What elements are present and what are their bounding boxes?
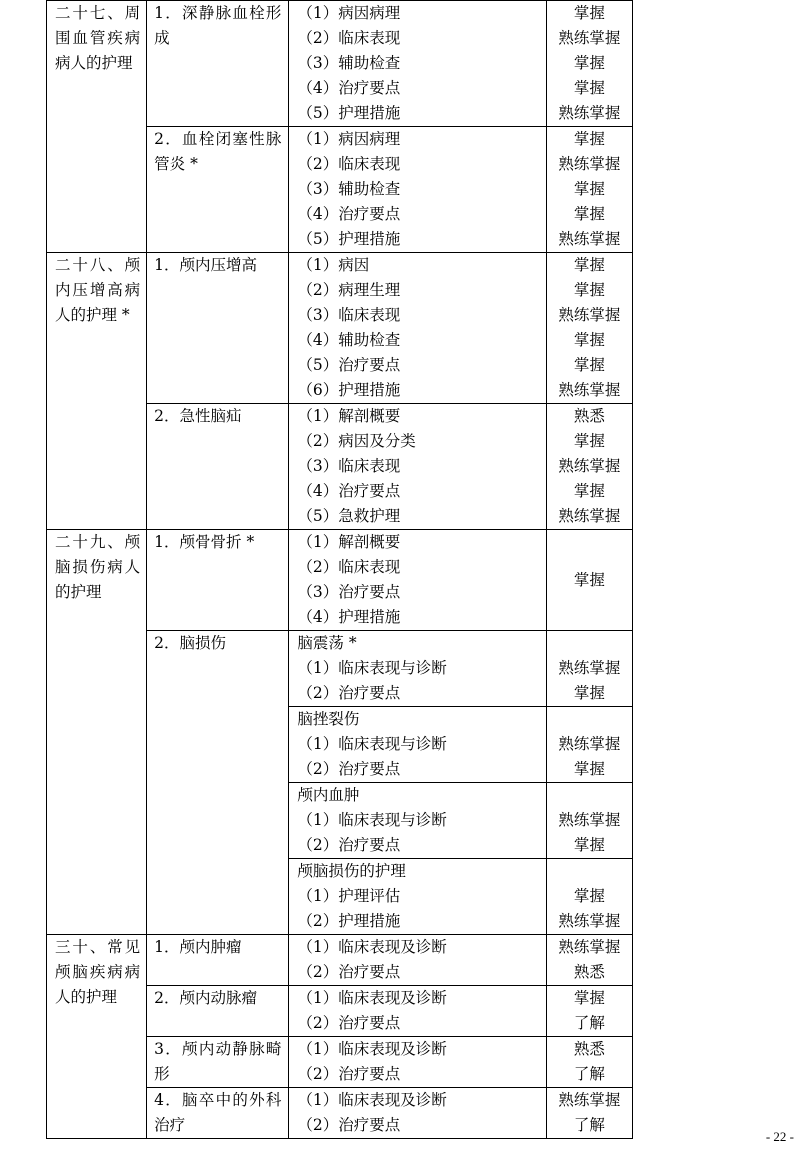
content-cell (289, 1, 546, 127)
unit-title: 二十七、周围血管疾病病人的护理 (55, 4, 141, 72)
topic-cell (147, 631, 289, 935)
level-cell (546, 707, 632, 783)
mastery-level: 熟悉 (573, 407, 605, 425)
topic-title: 1．颅内压增高 (154, 256, 258, 274)
level-cell (546, 859, 632, 935)
unit-title: 三十、常见颅脑疾病病人的护理 (55, 938, 141, 1006)
content-item: （1）临床表现与诊断 (297, 659, 447, 677)
mastery-level: 掌握 (573, 180, 605, 198)
content-cell (289, 707, 546, 783)
mastery-level: 掌握 (573, 836, 605, 854)
topic-cell (147, 935, 289, 986)
mastery-level: 掌握 (573, 482, 605, 500)
mastery-level: 熟练掌握 (558, 912, 621, 930)
content-cell (289, 783, 546, 859)
content-item: （3）辅助检查 (297, 54, 401, 72)
mastery-level: 熟练掌握 (558, 230, 621, 248)
content-cell (289, 404, 546, 530)
unit-title: 二十八、颅内压增高病人的护理 * (55, 256, 141, 324)
blank-line (547, 707, 632, 732)
subtopic-heading: 颅内血肿 (297, 786, 360, 804)
mastery-level: 掌握 (573, 356, 605, 374)
mastery-level: 掌握 (573, 205, 605, 223)
subtopic-heading: 颅脑损伤的护理 (297, 862, 406, 880)
level-cell (546, 935, 632, 986)
content-item: （3）治疗要点 (297, 583, 401, 601)
mastery-level: 熟练掌握 (558, 381, 621, 399)
page-number: - 22 - (765, 1129, 794, 1144)
topic-cell (147, 127, 289, 253)
content-item: （2）临床表现 (297, 558, 401, 576)
content-item: （2）护理措施 (297, 912, 401, 930)
level-cell (546, 1088, 632, 1139)
content-item: （4）护理措施 (297, 608, 401, 626)
subtopic-heading: 脑震荡 * (297, 634, 357, 652)
mastery-level: 掌握 (573, 54, 605, 72)
level-cell (546, 783, 632, 859)
mastery-level: 掌握 (573, 256, 605, 274)
mastery-level: 熟练掌握 (558, 457, 621, 475)
level-cell (546, 530, 632, 631)
content-item: （1）护理评估 (297, 887, 401, 905)
level-cell (546, 1, 632, 127)
content-cell (289, 1037, 546, 1088)
level-cell (546, 253, 632, 404)
level-cell (546, 1037, 632, 1088)
content-item: （1）临床表现及诊断 (297, 1091, 447, 1109)
content-cell (289, 935, 546, 986)
topic-cell (147, 404, 289, 530)
content-item: （2）临床表现 (297, 29, 401, 47)
content-item: （2）治疗要点 (297, 836, 401, 854)
content-item: （2）临床表现 (297, 155, 401, 173)
content-item: （1）临床表现及诊断 (297, 1040, 447, 1058)
topic-title: 2．脑损伤 (154, 634, 227, 652)
mastery-level: 掌握 (573, 989, 605, 1007)
table-row (47, 935, 633, 986)
content-item: （5）急救护理 (297, 507, 401, 525)
content-cell (289, 530, 546, 631)
content-item: （1）解剖概要 (297, 407, 401, 425)
content-item: （1）病因 (297, 256, 370, 274)
mastery-level: 了解 (573, 1116, 605, 1134)
unit-cell (47, 530, 147, 935)
mastery-level: 了解 (573, 1065, 605, 1083)
topic-title: 1．颅骨骨折 * (154, 533, 255, 551)
mastery-level: 熟练掌握 (558, 735, 621, 753)
topic-title: 3．颅内动静脉畸形 (154, 1040, 282, 1083)
topic-cell (147, 1, 289, 127)
table-row (47, 530, 633, 631)
level-cell (546, 404, 632, 530)
content-item: （1）临床表现及诊断 (297, 938, 447, 956)
content-cell (289, 631, 546, 707)
unit-cell (47, 1, 147, 253)
blank-line (547, 631, 632, 656)
mastery-level: 熟练掌握 (558, 29, 621, 47)
content-item: （6）护理措施 (297, 381, 401, 399)
topic-cell (147, 253, 289, 404)
topic-title: 2．血栓闭塞性脉管炎 * (154, 130, 282, 173)
mastery-level: 掌握 (573, 432, 605, 450)
topic-title: 4．脑卒中的外科治疗 (154, 1091, 282, 1134)
unit-title: 二十九、颅脑损伤病人的护理 (55, 533, 141, 601)
blank-line (547, 859, 632, 884)
unit-cell (47, 935, 147, 1139)
content-cell (289, 1088, 546, 1139)
content-item: （5）护理措施 (297, 104, 401, 122)
topic-cell (147, 1088, 289, 1139)
topic-title: 1．颅内肿瘤 (154, 938, 242, 956)
table-row (47, 1, 633, 127)
mastery-level: 熟悉 (573, 963, 605, 981)
content-cell (289, 859, 546, 935)
mastery-level: 熟练掌握 (558, 938, 621, 956)
content-item: （2）治疗要点 (297, 684, 401, 702)
mastery-level: 掌握 (573, 760, 605, 778)
topic-title: 1．深静脉血栓形成 (154, 4, 282, 47)
mastery-level: 掌握 (573, 887, 605, 905)
mastery-level: 掌握 (573, 684, 605, 702)
content-item: （1）解剖概要 (297, 533, 401, 551)
content-item: （2）病因及分类 (297, 432, 416, 450)
content-item: （2）治疗要点 (297, 1014, 401, 1032)
content-item: （1）病因病理 (297, 130, 401, 148)
mastery-level: 熟练掌握 (558, 155, 621, 173)
content-item: （4）治疗要点 (297, 482, 401, 500)
mastery-level: 掌握 (573, 331, 605, 349)
content-cell (289, 986, 546, 1037)
mastery-level: 熟练掌握 (558, 306, 621, 324)
topic-cell (147, 1037, 289, 1088)
content-item: （5）治疗要点 (297, 356, 401, 374)
content-cell (289, 253, 546, 404)
content-item: （2）治疗要点 (297, 760, 401, 778)
unit-cell (47, 253, 147, 530)
syllabus-table-body (47, 1, 633, 1139)
blank-line (547, 783, 632, 808)
topic-title: 2．急性脑疝 (154, 407, 242, 425)
mastery-level: 熟悉 (573, 1040, 605, 1058)
mastery-level: 熟练掌握 (558, 811, 621, 829)
content-item: （3）临床表现 (297, 457, 401, 475)
content-item: （2）治疗要点 (297, 1116, 401, 1134)
mastery-level: 熟练掌握 (558, 104, 621, 122)
level-cell (546, 127, 632, 253)
mastery-level: 了解 (573, 1014, 605, 1032)
table-row (47, 253, 633, 404)
syllabus-table (46, 0, 633, 1139)
mastery-level: 掌握 (573, 79, 605, 97)
mastery-level: 熟练掌握 (558, 1091, 621, 1109)
subtopic-heading: 脑挫裂伤 (297, 710, 360, 728)
mastery-level: 熟练掌握 (558, 659, 621, 677)
content-cell (289, 127, 546, 253)
content-item: （3）辅助检查 (297, 180, 401, 198)
mastery-level: 熟练掌握 (558, 507, 621, 525)
topic-title: 2．颅内动脉瘤 (154, 989, 258, 1007)
mastery-level: 掌握 (573, 4, 605, 22)
content-item: （5）护理措施 (297, 230, 401, 248)
content-item: （2）治疗要点 (297, 1065, 401, 1083)
content-item: （1）临床表现与诊断 (297, 811, 447, 829)
content-item: （4）治疗要点 (297, 79, 401, 97)
mastery-level: 掌握 (573, 281, 605, 299)
topic-cell (147, 986, 289, 1037)
level-cell (546, 631, 632, 707)
mastery-level: 掌握 (573, 570, 605, 589)
content-item: （2）病理生理 (297, 281, 401, 299)
content-item: （4）治疗要点 (297, 205, 401, 223)
content-item: （1）病因病理 (297, 4, 401, 22)
topic-cell (147, 530, 289, 631)
content-item: （3）临床表现 (297, 306, 401, 324)
content-item: （1）临床表现与诊断 (297, 735, 447, 753)
content-item: （1）临床表现及诊断 (297, 989, 447, 1007)
content-item: （2）治疗要点 (297, 963, 401, 981)
content-item: （4）辅助检查 (297, 331, 401, 349)
level-cell (546, 986, 632, 1037)
mastery-level: 掌握 (573, 130, 605, 148)
